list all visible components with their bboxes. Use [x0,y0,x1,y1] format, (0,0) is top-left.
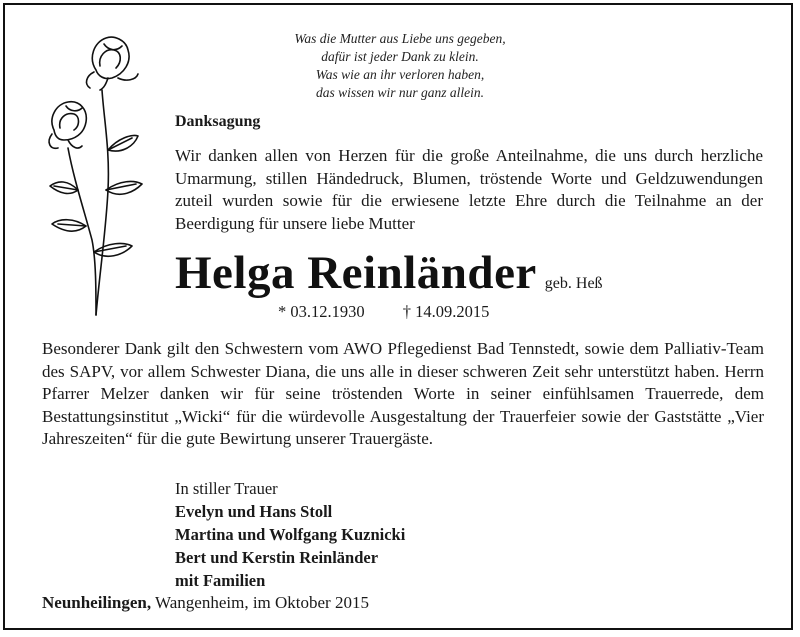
mourner-name: Evelyn und Hans Stoll [175,502,333,521]
mourner-name: mit Familien [175,571,266,590]
place-date-rest: Wangenheim, im Oktober 2015 [151,593,369,612]
intro-paragraph: Wir danken allen von Herzen für die große Anteilnahme, die uns durch herzliche Umarmung, stillen Händedruck, Blumen, tröstende Worte und Geldzuwendungen zuteil wurden sowie für die erwiesene letzte Ehre durch die Teilnahme an der Beerdigung für unsere liebe Mutter [175,146,763,233]
mourner-name: Bert und Kerstin Reinländer [175,548,379,567]
deceased-name-row [175,246,603,300]
life-dates [278,302,489,322]
motto-poem [240,30,560,102]
birth-date: * 03.12.1930 [278,302,365,321]
deceased-name: Helga Reinländer [175,247,537,299]
motto-line: das wissen wir nur ganz allein. [315,85,485,100]
place-name: Neunheilingen, [42,593,152,612]
rose-icon [38,30,158,320]
mourners-block [175,477,405,592]
place-date-line [42,593,369,613]
motto-line: Was die Mutter aus Liebe uns gegeben, [294,31,506,46]
maiden-name: geb. Heß [544,275,603,292]
death-date: † 14.09.2015 [402,302,490,321]
motto-line: Was wie an ihr verloren haben, [315,67,485,82]
thanks-paragraph: Besonderer Dank gilt den Schwestern vom AWO Pflegedienst Bad Tennstedt, sowie dem Palliativ-Team des SAPV, vor allem Schwester Diana, die uns alle in dieser schweren Zeit sehr unterstützt haben. Herrn Pfarrer Melzer danken wir für seine tröstenden Worte in seiner einfühlsamen Trauerrede, dem Bestattungsinstitut „Wicki“ für die würdevolle Ausgestaltung der Trauerfeier sowie der Gaststätte „Vier Jahreszeiten“ für die gute Bewirtung unserer Trauergäste. [42,339,764,448]
motto-line: dafür ist jeder Dank zu klein. [321,49,479,64]
mourners-intro: In stiller Trauer [175,479,278,498]
heading: Danksagung [175,113,261,130]
mourner-name: Martina und Wolfgang Kuznicki [175,525,406,544]
